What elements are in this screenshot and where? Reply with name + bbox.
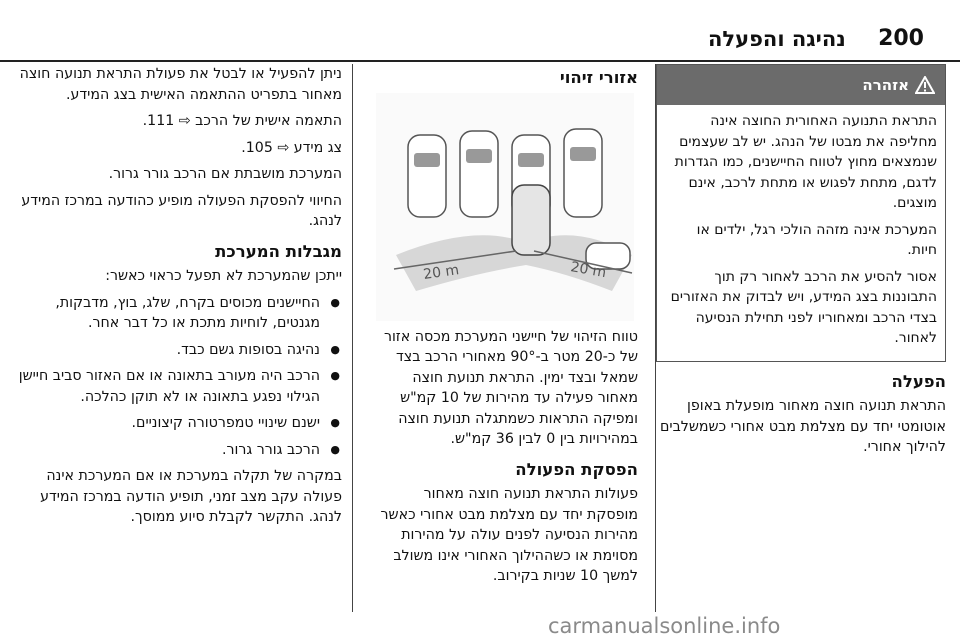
limits-intro: ייתכן שהמערכת לא תפעל כראוי כאשר: <box>105 268 342 284</box>
zone-label-right: 20 m <box>569 258 608 281</box>
fault-text: במקרה של תקלה במערכת או אם המערכת אינה פעולה עקב מצב זמני, תופיע הודעה במרכז המידע לנהג. התקשר לקבלת סיוע ממוסך. <box>40 468 342 525</box>
intro-text: ניתן להפעיל או לבטל את פעולת התראת תנועה חוצה מאחור בתפריט ההתאמה האישית בצג המידע. <box>19 66 342 103</box>
watermark: carmanualsonline.info <box>548 614 781 638</box>
detection-text: טווח הזיהוי של חיישני המערכת מכסה אזור של כ-20 מטר ב-90° מאחורי הרכב בצד שמאל ובצד ימין. התראת תנועת חוצה מאחור פעילה עד מהירות של 10 קמ"ש ומפיקה התראות כשמתגלה תנועת חוצה במהירויות בין 0 לבין 36 קמ"ש. <box>383 328 638 447</box>
cross-reference: התאמה אישית של הרכב ⇨ 111. <box>142 113 342 129</box>
warning-title: אזהרה <box>862 75 909 94</box>
limits-heading: מגבלות המערכת <box>215 241 342 261</box>
column-divider <box>352 64 353 612</box>
limits-list <box>6 293 342 461</box>
deactivation-heading: הפסקת הפעולה <box>515 459 638 479</box>
page-title: נהיגה והפעלה <box>708 27 846 51</box>
list-item: ● ישנם שינויי טמפרטורה קיצוניים. <box>6 413 342 434</box>
right-column <box>656 64 946 464</box>
message-text: החיווי להפסקת הפעולה מופיע כהודעה במרכז המידע לנהג. <box>21 192 342 229</box>
warning-header <box>657 65 945 105</box>
header-rule <box>0 60 960 62</box>
activation-heading: הפעלה <box>891 371 946 391</box>
tow-text: המערכת מושבתת אם הרכב גורר גרור. <box>108 166 342 182</box>
warning-box <box>656 64 946 362</box>
list-item: ● החיישנים מכוסים בקרח, שלג, בוץ, מדבקות, מגנטים, לוחיות מתכת או כל דבר אחר. <box>6 293 342 334</box>
zone-label-left: 20 m <box>422 261 461 283</box>
warning-body <box>657 105 945 361</box>
cross-reference: צג מידע ⇨ 105. <box>241 139 342 156</box>
detection-zones-heading: אזורי זיהוי <box>559 68 638 87</box>
detection-zones-illustration <box>376 93 634 321</box>
activation-text: התראת תנועה חוצה מאחור מופעלת באופן אוטומטי יחד עם מצלמת מבט אחורי כשמשלבים להילוך אחורי. <box>660 398 946 455</box>
list-item: ● הרכב גורר גרור. <box>6 440 342 461</box>
middle-column <box>362 64 638 612</box>
list-item: ● הרכב היה מעורב בתאונה או אם האזור סביב חיישן הגילוי נפגע בתאונה או לא תוקן כהלכה. <box>6 366 342 407</box>
warning-paragraph: התראת התנועה האחורית החוצה אינה מחליפה את מבטו של הנהג. יש לב שעצמים שנמצאים מחוץ לטווח החיישנים, כמו הגדרות לדגם, מתחת לפגוש או מתחת לרכב, אינם מוצגים. <box>674 113 937 211</box>
warning-paragraph: אסור להסיע את הרכב לאחור רק תוך התבוננות בצג המידע, ויש לבדוק את האזורים בצדי הרכב ומאחוריו לפני תחילת הנסיעה לאחור. <box>670 268 937 346</box>
deactivation-text: פעולות התראת תנועה חוצה מאחור מופסקת יחד עם מצלמת מבט אחורי כאשר מהירות הנסיעה לפנים עולה על מהירות מסוימת או כשההילוך האחורי אינו משולב למשך 10 שניות בקירוב. <box>380 486 638 584</box>
list-item: ● נהיגה בסופות גשם כבד. <box>6 340 342 361</box>
page-number: 200 <box>878 26 924 51</box>
warning-triangle-icon <box>915 76 935 94</box>
left-column <box>6 64 342 534</box>
warning-paragraph: המערכת אינה מזהה הולכי רגל, ילדים או חיות. <box>696 221 937 258</box>
page-header <box>0 0 960 62</box>
